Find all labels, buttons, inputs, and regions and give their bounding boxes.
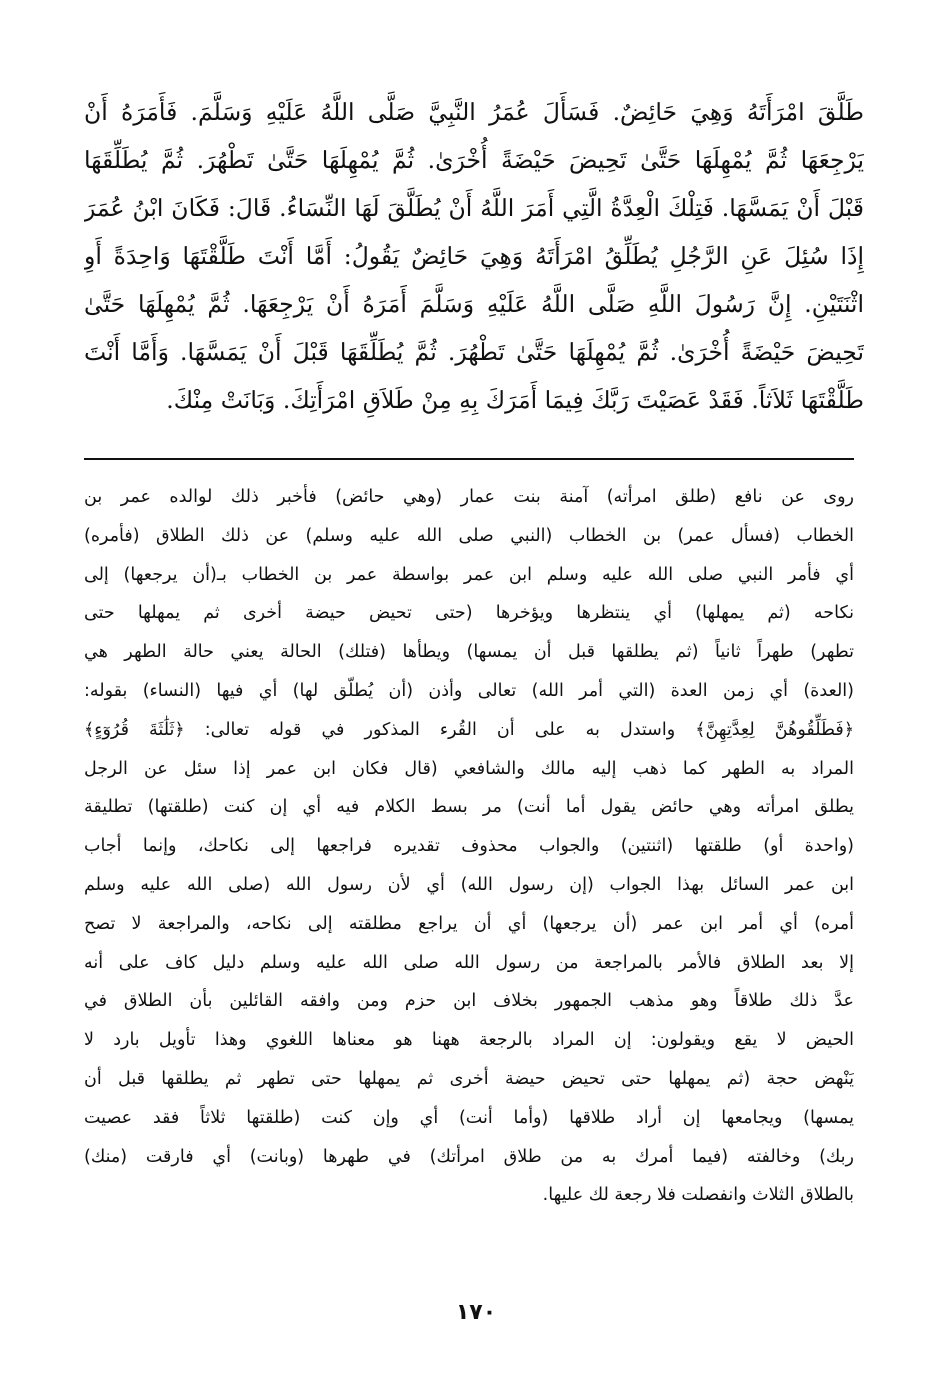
hadith-line: قَبْلَ أَنْ يَمَسَّهَا. فَتِلْكَ الْعِدَّةُ الَّتِي أَمَرَ اللَّهُ أَنْ يُطَلَّقَ لَهَا النِّسَاءُ. قَالَ: فَكَانَ ابْنُ عُمَرَ [84,194,864,222]
commentary-line: نكاحه (ثم يمهلها) أي ينتظرها ويؤخرها (حتى تحيض حيضة أخرى ثم يمهلها حتى [84,603,854,624]
commentary-line: المراد به الطهر كما ذهب إليه مالك والشافعي (قال فكان ابن عمر إذا سئل عن الرجل [84,758,854,779]
commentary-text [84,478,854,1215]
hadith-line: تَحِيضَ حَيْضَةً أُخْرَىٰ. ثُمَّ يُمْهِلَهَا حَتَّىٰ تَطْهُرَ. ثُمَّ يُطَلِّقَهَا قَبْلَ أَنْ يَمَسَّهَا. وَأَمَّا أَنْتَ [84,338,864,366]
hadith-text [84,88,864,424]
commentary-line: روى عن نافع (طلق امرأته) آمنة بنت عمار (وهي حائض) فأخبر ذلك لوالده عمر بن [84,487,854,507]
hadith-line: طَلَّقْتَهَا ثَلاَثاً. فَقَدْ عَصَيْتَ رَبَّكَ فِيمَا أَمَرَكَ بِهِ مِنْ طَلاَقِ امْرَأَتِكَ. وَبَانَتْ مِنْكَ. [166,386,864,414]
section-divider [84,458,854,460]
hadith-line: اثْنَتَيْنِ. إِنَّ رَسُولَ اللَّهِ صَلَّى اللَّهُ عَلَيْهِ وَسَلَّمَ أَمَرَهُ أَنْ يَرْجِعَهَا. ثُمَّ يُمْهِلَهَا حَتَّىٰ [84,290,864,318]
commentary-line: إلا بعد الطلاق فالأمر بالمراجعة من رسول الله صلى الله عليه وسلم دليل كاف على أنه [84,952,854,973]
commentary-line: ﴿فَطَلِّقُوهُنَّ لِعِدَّتِهِنَّ﴾ واستدل به على أن القُرء المذكور في قوله تعالى: ﴿ثَلَٰثَةَ قُرُوٓءٍ﴾ [84,719,854,740]
hadith-line: يَرْجِعَهَا ثُمَّ يُمْهِلَهَا حَتَّىٰ تَحِيضَ حَيْضَةً أُخْرَىٰ. ثُمَّ يُمْهِلَهَا حَتَّىٰ تَطْهُرَ. ثُمَّ يُطَلِّقَهَا [84,146,864,174]
commentary-line: بالطلاق الثلاث وانفصلت فلا رجعة لك عليها. [542,1185,854,1206]
commentary-line: ربك) وخالفته (فيما أمرك به من طلاق امرأتك) في طهرها (وبانت) أي فارقت (منك) [84,1146,854,1167]
commentary-line: يمسها) ويجامعها إن أراد طلاقها (وأما أنت) أي وإن كنت (طلقتها ثلاثاً فقد عصيت [84,1107,854,1128]
hadith-line: طَلَّقَ امْرَأَتَهُ وَهِيَ حَائِضٌ. فَسَأَلَ عُمَرُ النَّبِيَّ صَلَّى اللَّهُ عَلَيْهِ وَسَلَّمَ. فَأَمَرَهُ أَنْ [84,98,864,126]
commentary-line: (واحدة أو) طلقتها (اثنتين) والجواب محذوف تقديره فراجعها إلى نكاحك، وإنما أجاب [84,836,854,857]
commentary-line: تطهر) طهراً ثانياً (ثم يطلقها قبل أن يمسها) ويطأها (فتلك) الحالة يعني حالة الطهر هي [84,642,854,663]
commentary-line: الحيض لا يقع ويقولون: إن المراد بالرجعة ههنا هو معناها اللغوي وهذا تأويل بارد لا [84,1030,854,1051]
commentary-line: الخطاب (فسأل عمر) بن الخطاب (النبي صلى الله عليه وسلم) عن ذلك الطلاق (فأمره) [84,525,854,546]
commentary-line: عدَّ ذلك طلاقاً وهو مذهب الجمهور بخلاف ابن حزم ومن وافقه القائلين بأن الطلاق في [84,991,854,1012]
hadith-line: إِذَا سُئِلَ عَنِ الرَّجُلِ يُطَلِّقُ امْرَأَتَهُ وَهِيَ حَائِضٌ يَقُولُ: أَمَّا أَنْتَ طَلَّقْتَهَا وَاحِدَةً أَوِ [84,242,864,270]
commentary-line: أمره) أي أمر ابن عمر (أن يرجعها) أي أن يراجع مطلقته إلى نكاحه، والمراجعة لا تصح [84,913,854,934]
commentary-line: يطلق امرأته وهي حائض يقول أما أنت) مر بسط الكلام فيه أي إن كنت (طلقتها) تطليقة [84,797,854,818]
commentary-line: أي فأمر النبي صلى الله عليه وسلم ابن عمر بواسطة عمر بن الخطاب بـ(أن يرجعها) إلى [84,564,854,585]
commentary-line: يَنْهض حجة (ثم يمهلها حتى تحيض حيضة أخرى ثم يمهلها حتى تطهر ثم يطلقها قبل أن [84,1068,854,1089]
page-number: ١٧٠ [455,1300,497,1325]
commentary-line: ابن عمر السائل بهذا الجواب (إن رسول الله) أي لأن رسول الله (صلى الله عليه وسلم [84,874,854,895]
commentary-line: (العدة) أي زمن العدة (التي أمر الله) تعالى وأذن (أن يُطلّق لها) أي فيها (النساء) بقوله: [84,680,854,701]
